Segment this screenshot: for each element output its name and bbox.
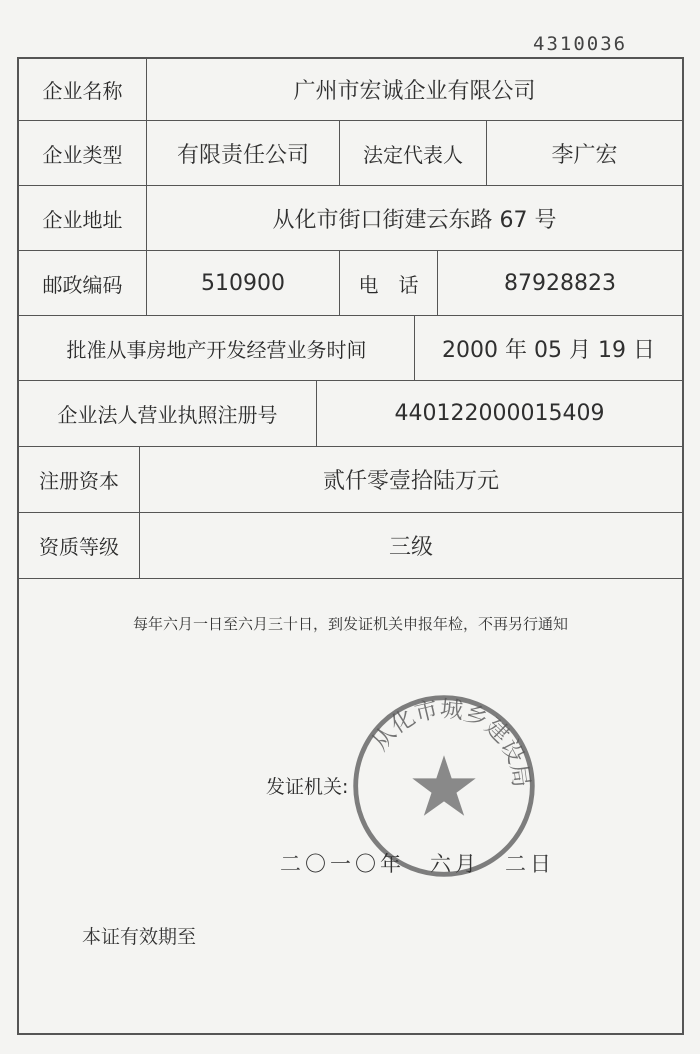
license-value-cell (317, 381, 682, 446)
postal-value: 510900 (201, 270, 285, 296)
legal-rep-label-cell (340, 121, 487, 185)
approval-value: 2000 年 05 月 19 日 (442, 337, 655, 363)
row-company-type (19, 121, 682, 186)
company-type-label-cell (19, 121, 147, 185)
approval-value-cell (415, 316, 682, 380)
address-label: 企业地址 (42, 207, 123, 232)
legal-rep-value-cell (487, 121, 682, 185)
license-label-cell (19, 381, 317, 446)
row-grade (19, 513, 682, 579)
annual-inspection-notice: 每年六月一日至六月三十日，到发证机关申报年检，不再另行通知 (132, 615, 568, 633)
approval-label-cell (19, 316, 415, 380)
address-value: 从化市街口街建云东路 67 号 (272, 207, 557, 233)
row-postal (19, 251, 682, 316)
legal-rep-value: 李广宏 (551, 142, 618, 168)
certificate-frame (17, 57, 684, 1035)
row-address (19, 186, 682, 251)
phone-value: 87928823 (504, 270, 616, 296)
company-name-label: 企业名称 (42, 79, 123, 103)
grade-label: 资质等级 (39, 535, 119, 559)
license-value: 440122000015409 (394, 401, 605, 426)
address-label-cell (19, 186, 147, 250)
row-approval (19, 316, 682, 381)
capital-value-cell (140, 447, 682, 512)
license-label: 企业法人营业执照注册号 (57, 403, 278, 427)
company-type-value: 有限责任公司 (176, 142, 309, 168)
address-value-cell (147, 186, 682, 250)
grade-label-cell (19, 513, 140, 578)
company-type-label: 企业类型 (42, 142, 123, 167)
row-company-name (19, 59, 682, 121)
phone-label: 电 话 (358, 272, 419, 297)
capital-label: 注册资本 (39, 469, 119, 493)
phone-label-cell (340, 251, 438, 315)
postal-label: 邮政编码 (42, 272, 123, 297)
grade-value-cell (140, 513, 682, 578)
approval-label: 批准从事房地产开发经营业务时间 (66, 337, 367, 362)
seal-star-icon (412, 755, 475, 815)
company-name-value: 广州市宏诚企业有限公司 (293, 79, 536, 104)
certificate-serial-number: 4310036 (533, 33, 628, 55)
seal-text-path: 从化市城乡建设局 (366, 696, 534, 789)
validity-label: 本证有效期至 (82, 926, 197, 948)
row-capital (19, 447, 682, 513)
legal-rep-label: 法定代表人 (363, 142, 463, 167)
phone-value-cell (438, 251, 682, 315)
issuing-authority-label: 发证机关: (266, 776, 349, 798)
postal-label-cell (19, 251, 147, 315)
grade-value: 三级 (388, 535, 433, 560)
issue-date: 二〇一〇年 六月 二日 (280, 852, 555, 876)
row-license (19, 381, 682, 447)
capital-label-cell (19, 447, 140, 512)
postal-value-cell (147, 251, 340, 315)
company-name-label-cell (19, 59, 147, 120)
company-name-value-cell (147, 59, 682, 120)
capital-value: 贰仟零壹拾陆万元 (322, 469, 499, 494)
company-type-value-cell (147, 121, 340, 185)
